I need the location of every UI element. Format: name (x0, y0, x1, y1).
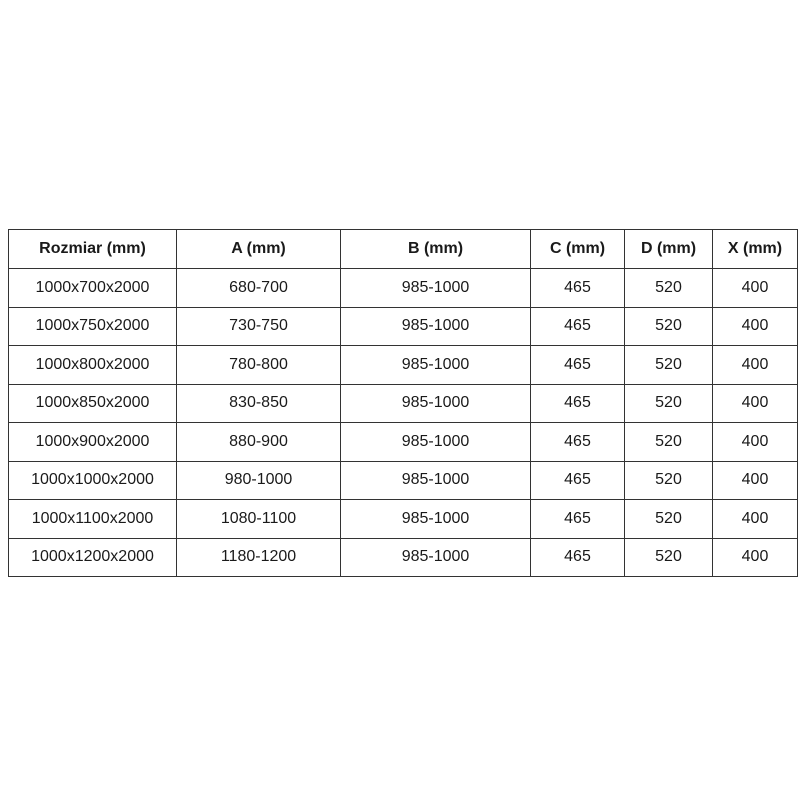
cell-rozmiar: 1000x900x2000 (9, 423, 177, 462)
cell-rozmiar: 1000x800x2000 (9, 346, 177, 385)
cell-d: 520 (625, 307, 713, 346)
cell-c: 465 (531, 500, 625, 539)
cell-rozmiar: 1000x700x2000 (9, 269, 177, 308)
cell-d: 520 (625, 384, 713, 423)
cell-b: 985-1000 (341, 384, 531, 423)
cell-x: 400 (713, 269, 798, 308)
cell-x: 400 (713, 461, 798, 500)
table-row (9, 384, 798, 423)
cell-rozmiar: 1000x1100x2000 (9, 500, 177, 539)
table-row (9, 307, 798, 346)
cell-c: 465 (531, 384, 625, 423)
cell-a: 1180-1200 (177, 538, 341, 577)
cell-rozmiar: 1000x1200x2000 (9, 538, 177, 577)
cell-d: 520 (625, 538, 713, 577)
table-row (9, 346, 798, 385)
cell-d: 520 (625, 269, 713, 308)
cell-a: 680-700 (177, 269, 341, 308)
column-header-b: B (mm) (341, 230, 531, 269)
column-header-d: D (mm) (625, 230, 713, 269)
cell-a: 830-850 (177, 384, 341, 423)
cell-x: 400 (713, 423, 798, 462)
cell-rozmiar: 1000x1000x2000 (9, 461, 177, 500)
cell-c: 465 (531, 269, 625, 308)
cell-c: 465 (531, 346, 625, 385)
cell-rozmiar: 1000x750x2000 (9, 307, 177, 346)
table-row (9, 269, 798, 308)
cell-b: 985-1000 (341, 346, 531, 385)
cell-b: 985-1000 (341, 538, 531, 577)
dimensions-table (8, 229, 798, 577)
cell-c: 465 (531, 307, 625, 346)
cell-b: 985-1000 (341, 500, 531, 539)
cell-b: 985-1000 (341, 461, 531, 500)
column-header-rozmiar: Rozmiar (mm) (9, 230, 177, 269)
column-header-c: C (mm) (531, 230, 625, 269)
cell-a: 980-1000 (177, 461, 341, 500)
table-row (9, 500, 798, 539)
cell-b: 985-1000 (341, 307, 531, 346)
cell-d: 520 (625, 346, 713, 385)
header-row (9, 230, 798, 269)
cell-b: 985-1000 (341, 269, 531, 308)
cell-a: 780-800 (177, 346, 341, 385)
cell-d: 520 (625, 500, 713, 539)
cell-x: 400 (713, 307, 798, 346)
cell-c: 465 (531, 461, 625, 500)
cell-x: 400 (713, 500, 798, 539)
table-row (9, 538, 798, 577)
cell-a: 880-900 (177, 423, 341, 462)
cell-c: 465 (531, 423, 625, 462)
cell-d: 520 (625, 461, 713, 500)
cell-b: 985-1000 (341, 423, 531, 462)
cell-x: 400 (713, 384, 798, 423)
cell-a: 1080-1100 (177, 500, 341, 539)
table-row (9, 461, 798, 500)
column-header-a: A (mm) (177, 230, 341, 269)
cell-a: 730-750 (177, 307, 341, 346)
cell-rozmiar: 1000x850x2000 (9, 384, 177, 423)
cell-x: 400 (713, 538, 798, 577)
column-header-x: X (mm) (713, 230, 798, 269)
cell-c: 465 (531, 538, 625, 577)
table-row (9, 423, 798, 462)
cell-x: 400 (713, 346, 798, 385)
cell-d: 520 (625, 423, 713, 462)
